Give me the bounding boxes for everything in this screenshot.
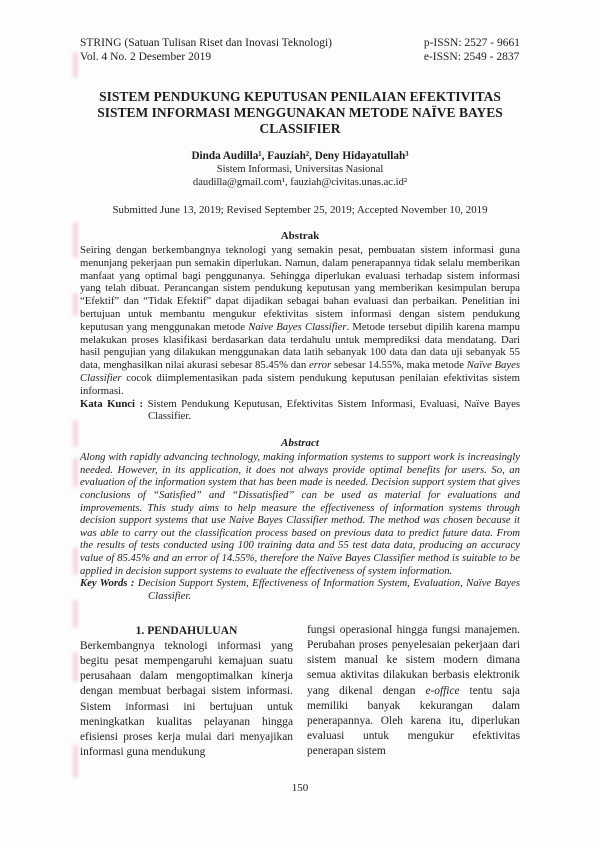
abstrak-section [80,230,520,423]
journal-name: STRING (Satuan Tulisan Riset dan Inovasi Teknologi) [80,37,332,49]
scan-artifact [73,52,78,78]
key-words [80,577,520,603]
section-1-right-paragraph: fungsi operasional hingga fungsi manajemen. Perubahan proses penyelesaian pekerjaan dari sistem manual ke sistem modern dimana semua aktivitas dilakukan berbasis elektronik yang dikenal dengan e-office tentu saja memiliki banyak kekurangan dalam penerapannya. Oleh karena itu, diperlukan evaluasi untuk mengukur efektivitas penerapan sistem [307,623,520,758]
abstract-section [80,437,520,603]
section-1-heading: 1. PENDAHULUAN [135,623,238,637]
affiliation: Sistem Informasi, Universitas Nasional [216,164,384,175]
journal-volume-issue: Vol. 4 No. 2 Desember 2019 [80,51,212,63]
abstrak-body: Seiring dengan berkembangnya teknologi yang semakin pesat, pembuatan sistem informasi guna menunjang pekerjaan pun semakin diperlukan. Namun, dalam penerapannya tidak selalu memberikan manfaat yang optimal bagi penggunanya. Sehingga diperlukan evaluasi terhadap sistem informasi yang telah dibuat. Perancangan sistem pendukung keputusan yang memberikan kesimpulan berupa “Efektif” dan “Tidak Efektif” dapat dijadikan sebagai bahan evaluasi dan perbaikan. Penelitian ini bertujuan untuk membantu mengukur efektivitas sistem informasi dengan sistem pendukung keputusan yang menggunakan metode Naive Bayes Classifier. Metode tersebut dipilih karena mampu melakukan proses klasifikasi berdasarkan data terdahulu untuk memprediksi data mendatang. Dari hasil pengujian yang dilakukan menggunakan data latih sebanyak 100 data dan data uji sebanyak 55 data, menghasilkan nilai akurasi sebesar 85.45% dan error sebesar 14.55%, maka metode Naïve Bayes Classifier cocok diimplementasikan pada sistem pendukung keputusan penilaian efektivitas sistem informasi. [80,244,520,397]
paper-title: SISTEM PENDUKUNG KEPUTUSAN PENILAIAN EFEKTIVITAS SISTEM INFORMASI MENGGUNAKAN METODE NAÏVE BAYES CLASSIFIER [97,89,503,136]
authors-block [80,150,520,189]
journal-header-left [80,36,332,64]
scan-artifact [73,420,78,447]
kata-kunci-label: Kata Kunci : [80,397,144,410]
scan-artifact [73,652,78,682]
section-1-left-paragraph: Berkembangnya teknologi informasi yang begitu pesat mempengaruhi kemajuan suatu perusahaan dalam mengoptimalkan kinerja dengan membuat berbagai sistem informasi. Sistem informasi ini bertujuan untuk meningkatkan kualitas pelayanan hingga efisiensi proses kerja mulai dari menyajikan informasi guna mendukung [80,639,293,759]
key-words-text: Decision Support System, Effectiveness of Information System, Evaluation, Naïve Bayes Classifier. [134,577,521,602]
journal-header-right [424,36,520,64]
key-words-label: Key Words : [80,577,135,590]
author-emails: daudilla@gmail.com¹, fauziah@civitas.unas.ac.id² [192,177,408,188]
scan-artifact [73,745,78,778]
kata-kunci-text: Sistem Pendukung Keputusan, Efektivitas Sistem Informasi, Evaluasi, Naïve Bayes Classifier. [143,397,520,423]
authors: Dinda Audilla¹, Fauziah², Deny Hidayatullah³ [191,150,409,162]
e-issn: e-ISSN: 2549 - 2837 [423,51,520,63]
kata-kunci [80,398,520,424]
page-number: 150 [291,782,309,794]
scan-artifact [73,547,78,575]
scan-artifact [73,222,78,258]
submission-history: Submitted June 13, 2019; Revised September 25, 2019; Accepted November 10, 2019 [112,204,488,216]
abstract-heading: Abstract [281,437,319,450]
left-column [80,623,293,761]
journal-header [80,36,520,64]
abstract-body: Along with rapidly advancing technology, making information systems to support work is increasingly needed. However, in its application, it does not always provide optimal benefits for users. So, an evaluation of the information system that has been made is needed. Decision support system that gives conclusions of “Satisfied” and “Dissatisfied” can be used as material for evaluations and improvements. This study aims to help measure the effectiveness of information systems through decision support systems that use Naive Bayes Classifier method. The method was chosen because it was able to carry out the classification process based on previous data to predict future data. From the results of tests conducted using 100 training data and 55 test data data, producing an accuracy value of 85.45% and an error of 14.55%, therefore the Naïve Bayes Classifier method is suitable to be applied in decision support systems to evaluate the effectiveness of system information. [80,451,520,577]
right-column [307,623,520,761]
abstrak-heading: Abstrak [280,230,320,242]
scan-artifact [73,458,78,487]
two-column-body [80,623,520,761]
page-content [80,36,520,760]
scan-artifact [73,293,78,316]
p-issn: p-ISSN: 2527 - 9661 [423,37,520,49]
scan-artifact [73,600,78,628]
